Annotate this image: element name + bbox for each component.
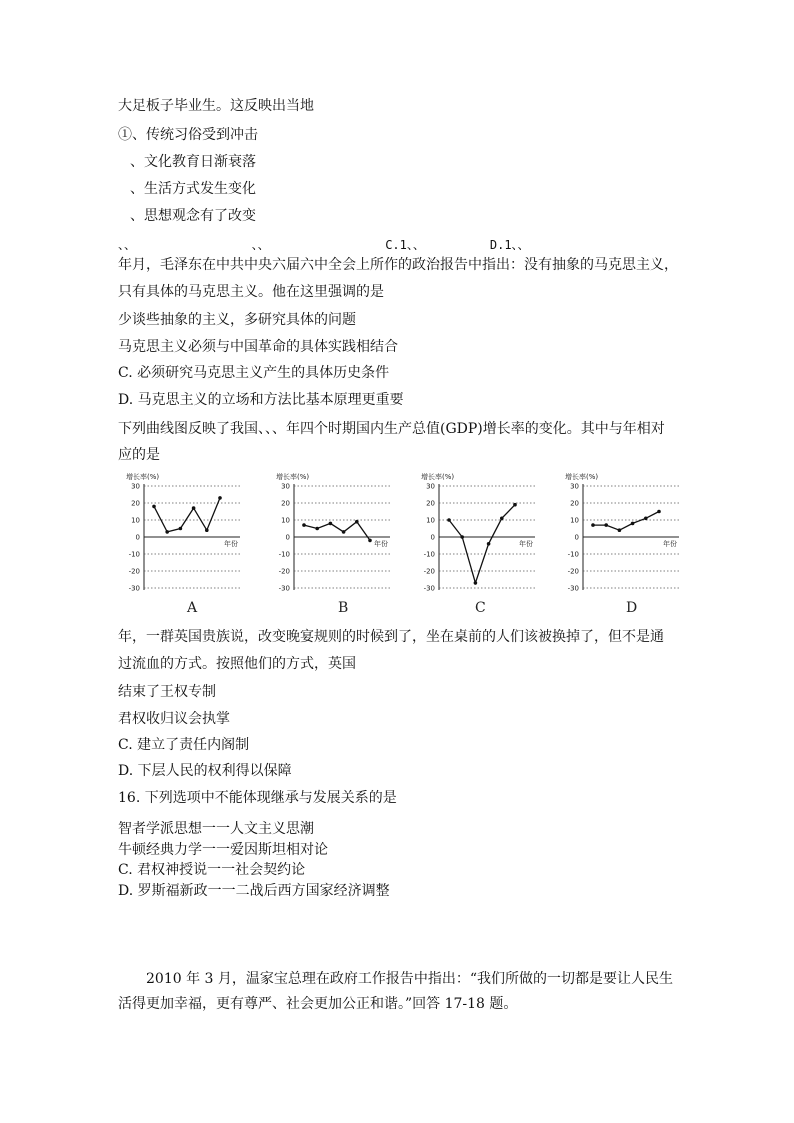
y-tick-label: -30: [567, 584, 579, 593]
chart-d: [557, 470, 687, 595]
y-axis-label: 增长率(%): [276, 473, 310, 481]
y-tick-label: -30: [278, 584, 290, 593]
passage-intro: 2010 年 3 月，温家宝总理在政府工作报告中指出：“我们所做的一切都是要让人民生: [146, 971, 674, 987]
data-point: [618, 528, 622, 532]
y-tick-label: -30: [128, 584, 140, 593]
x-axis-label: 年份: [374, 540, 388, 548]
data-point: [179, 527, 183, 531]
question-stem: 下列曲线图反映了我国、、、年四个时期国内生产总值(GDP)增长率的变化。其中与年相对: [118, 421, 665, 437]
question-stem: 只有具体的马克思主义。他在这里强调的是: [118, 284, 384, 300]
y-tick-label: 10: [570, 516, 579, 525]
y-axis-label: 增长率(%): [421, 473, 455, 481]
y-tick-label: 20: [426, 499, 435, 508]
question-stem: 过流血的方式。按照他们的方式，英国: [118, 656, 356, 672]
y-tick-label: 0: [135, 533, 140, 542]
y-tick-label: 10: [281, 516, 290, 525]
question-stem: 年，一群英国贵族说，改变晚宴规则的时候到了，坐在桌前的人们该被换掉了，但不是通: [118, 629, 664, 645]
y-tick-label: 30: [131, 482, 140, 491]
data-point: [631, 522, 635, 526]
option: D. 罗斯福新政一一二战后西方国家经济调整: [118, 883, 390, 899]
option: 马克思主义必须与中国革命的具体实践相结合: [118, 339, 398, 355]
chart-label: B: [338, 600, 349, 616]
option: C. 君权神授说一一社会契约论: [118, 862, 306, 878]
series-line: [304, 522, 370, 541]
y-tick-label: 20: [570, 499, 579, 508]
y-tick-label: 0: [430, 533, 435, 542]
data-point: [487, 542, 491, 546]
data-point: [218, 496, 222, 500]
option: 智者学派思想一一人文主义思潮: [118, 821, 314, 837]
y-tick-label: 30: [426, 482, 435, 491]
option: 君权收归议会执掌: [118, 711, 230, 727]
option: C. 必须研究马克思主义产生的具体历史条件: [118, 365, 390, 381]
option: 牛顿经典力学一一爱因斯坦相对论: [118, 842, 328, 858]
y-tick-label: 30: [281, 482, 290, 491]
y-tick-label: -20: [423, 567, 435, 576]
data-point: [474, 581, 478, 585]
y-tick-label: -20: [128, 567, 140, 576]
data-point: [355, 520, 359, 524]
data-point: [329, 522, 333, 526]
option: 结束了王权专制: [118, 684, 216, 700]
data-point: [591, 523, 595, 527]
y-tick-label: 0: [574, 533, 579, 542]
data-point: [644, 517, 648, 521]
data-point: [447, 518, 451, 522]
data-point: [657, 510, 661, 514]
y-tick-label: 20: [131, 499, 140, 508]
chart-a: [118, 470, 248, 595]
y-tick-label: -10: [128, 550, 140, 559]
y-tick-label: 10: [426, 516, 435, 525]
chart-label: D: [626, 600, 638, 616]
y-tick-label: -30: [423, 584, 435, 593]
data-point: [500, 517, 504, 521]
chart-label: A: [187, 600, 198, 616]
data-point: [165, 530, 169, 534]
question-stem: 16. 下列选项中不能体现继承与发展关系的是: [118, 790, 397, 806]
option: ①、传统习俗受到冲击: [118, 127, 258, 143]
y-tick-label: -20: [567, 567, 579, 576]
data-point: [192, 506, 196, 510]
data-point: [460, 535, 464, 539]
y-tick-label: -10: [278, 550, 290, 559]
x-axis-label: 年份: [519, 540, 533, 548]
data-point: [368, 539, 372, 543]
y-tick-label: 10: [131, 516, 140, 525]
option: 、生活方式发生变化: [130, 181, 256, 197]
y-tick-label: 0: [285, 533, 290, 542]
data-point: [315, 527, 319, 531]
data-point: [513, 503, 517, 507]
y-axis-label: 增长率(%): [565, 473, 599, 481]
series-line: [593, 512, 659, 531]
option: 、思想观念有了改变: [130, 208, 256, 224]
passage-intro: 活得更加幸福，更有尊严、社会更加公正和谐。”回答 17-18 题。: [118, 996, 518, 1012]
option: 少谈些抽象的主义，多研究具体的问题: [118, 312, 356, 328]
answer-choices: 、、 、、 C.1、、 D.1、、: [118, 238, 530, 252]
y-axis-label: 增长率(%): [126, 473, 160, 481]
option: 、文化教育日渐衰落: [130, 154, 256, 170]
data-point: [205, 528, 209, 532]
x-axis-label: 年份: [224, 540, 238, 548]
question-stem: 应的是: [118, 447, 160, 463]
chart-label: C: [475, 600, 486, 616]
data-point: [342, 530, 346, 534]
y-tick-label: -20: [278, 567, 290, 576]
option: C. 建立了责任内阁制: [118, 737, 250, 753]
y-tick-label: -10: [423, 550, 435, 559]
chart-c: [413, 470, 543, 595]
y-tick-label: 20: [281, 499, 290, 508]
x-axis-label: 年份: [663, 540, 677, 548]
option: D. 马克思主义的立场和方法比基本原理更重要: [118, 392, 404, 408]
data-point: [604, 523, 608, 527]
question-stem: 年月，毛泽东在中共中央六届六中全会上所作的政治报告中指出：没有抽象的马克思主义，: [118, 257, 678, 273]
question-stem: 大足板子毕业生。这反映出当地: [118, 98, 314, 114]
y-tick-label: -10: [567, 550, 579, 559]
data-point: [152, 505, 156, 509]
option: D. 下层人民的权利得以保障: [118, 763, 292, 779]
data-point: [302, 523, 306, 527]
y-tick-label: 30: [570, 482, 579, 491]
chart-b: [268, 470, 398, 595]
